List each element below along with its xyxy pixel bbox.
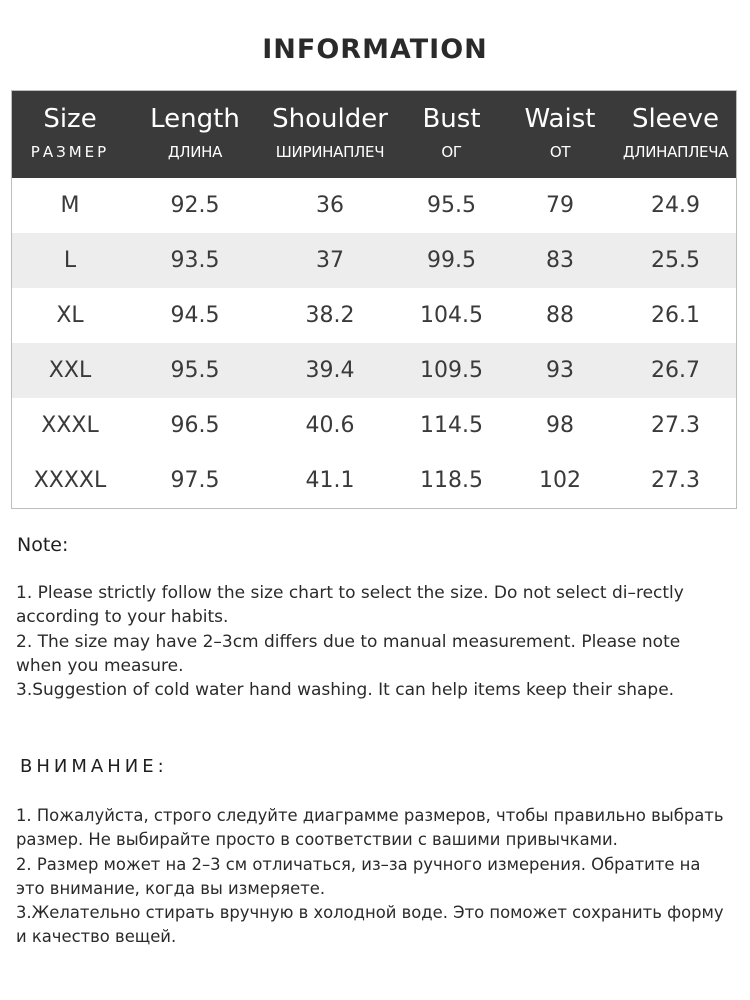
header-sleeve-en: Sleeve — [631, 104, 720, 134]
note-heading: Note: — [17, 534, 69, 556]
cell-waist: 93 — [546, 358, 574, 383]
note-list — [16, 581, 731, 702]
cell-bust: 118.5 — [420, 468, 483, 493]
note-item: 3.Suggestion of cold water hand washing. It can help items keep their shape. — [16, 680, 675, 701]
cell-shoulder: 41.1 — [305, 468, 355, 493]
cell-bust: 99.5 — [427, 248, 476, 273]
header-shoulder — [262, 91, 398, 178]
attention-list — [16, 804, 734, 950]
cell-sleeve: 25.5 — [651, 248, 700, 273]
header-size-en: Size — [43, 104, 97, 134]
attention-heading: ВНИМАНИЕ: — [20, 756, 168, 777]
cell-waist: 98 — [546, 413, 574, 438]
cell-size: XXL — [48, 358, 92, 383]
header-waist-en: Waist — [524, 104, 596, 134]
cell-length: 93.5 — [170, 248, 220, 273]
header-size-ru: РАЗМЕР — [30, 143, 110, 161]
cell-length: 94.5 — [170, 303, 220, 328]
table-row — [12, 398, 736, 453]
cell-bust: 109.5 — [420, 358, 483, 383]
cell-length: 92.5 — [170, 193, 220, 218]
cell-waist: 83 — [546, 248, 574, 273]
cell-size: XL — [56, 303, 84, 328]
cell-size: L — [63, 248, 77, 273]
cell-shoulder: 38.2 — [305, 303, 355, 328]
table-row — [12, 178, 736, 233]
header-bust — [398, 91, 505, 178]
cell-shoulder: 36 — [316, 193, 344, 218]
header-shoulder-ru: ШИРИНАПЛЕЧ — [275, 143, 385, 161]
cell-bust: 95.5 — [427, 193, 476, 218]
attention-item: 1. Пожалуйста, строго следуйте диаграмме размеров, чтобы правильно выбрать размер. Не выбирайте просто в соответствии с вашими привычками. — [16, 806, 724, 850]
cell-length: 96.5 — [170, 413, 220, 438]
cell-length: 95.5 — [170, 358, 220, 383]
cell-sleeve: 27.3 — [651, 413, 700, 438]
cell-length: 97.5 — [170, 468, 220, 493]
table-header — [12, 91, 736, 178]
cell-shoulder: 40.6 — [305, 413, 355, 438]
header-length — [128, 91, 262, 178]
page-title: INFORMATION — [262, 34, 488, 65]
table-row — [12, 288, 736, 343]
attention-item: 3.Желательно стирать вручную в холодной воде. Это поможет сохранить форму и качество вещей. — [16, 903, 724, 947]
table-row — [12, 233, 736, 288]
cell-shoulder: 39.4 — [305, 358, 355, 383]
note-item: 2. The size may have 2–3cm differs due to manual measurement. Please note when you measure. — [16, 631, 681, 676]
cell-bust: 114.5 — [420, 413, 483, 438]
cell-size: XXXXL — [33, 468, 107, 493]
header-sleeve — [615, 91, 736, 178]
cell-sleeve: 27.3 — [651, 468, 700, 493]
header-size — [12, 91, 128, 178]
header-length-ru: ДЛИНА — [167, 143, 223, 161]
header-bust-en: Bust — [422, 104, 481, 134]
cell-sleeve: 26.7 — [651, 358, 700, 383]
table-row — [12, 453, 736, 508]
note-item: 1. Please strictly follow the size chart to select the size. Do not select di–rectly according to your habits. — [16, 583, 684, 628]
cell-shoulder: 37 — [316, 248, 344, 273]
size-chart-table — [11, 90, 737, 509]
header-waist-ru: ОТ — [549, 143, 571, 161]
header-bust-ru: ОГ — [441, 143, 462, 161]
header-length-en: Length — [150, 104, 240, 134]
cell-sleeve: 24.9 — [651, 193, 700, 218]
cell-waist: 102 — [539, 468, 581, 493]
cell-size: M — [60, 193, 80, 218]
header-waist — [505, 91, 615, 178]
header-sleeve-ru: ДЛИНАПЛЕЧА — [622, 143, 729, 161]
cell-size: XXXL — [41, 413, 99, 438]
attention-item: 2. Размер может на 2–3 см отличаться, из–за ручного измерения. Обратите на это внимание, когда вы измеряете. — [16, 854, 701, 898]
cell-sleeve: 26.1 — [651, 303, 700, 328]
cell-waist: 79 — [546, 193, 574, 218]
table-row — [12, 343, 736, 398]
header-shoulder-en: Shoulder — [272, 104, 388, 134]
cell-bust: 104.5 — [420, 303, 483, 328]
cell-waist: 88 — [546, 303, 574, 328]
